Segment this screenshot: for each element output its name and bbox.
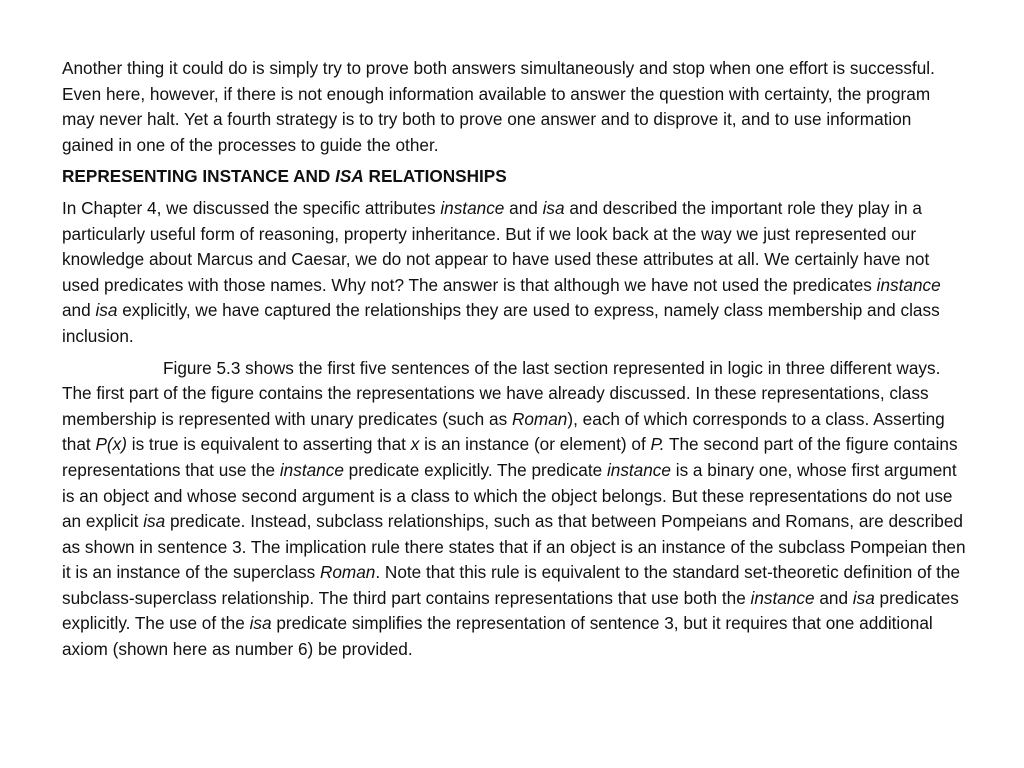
- italic-term: instance: [440, 197, 505, 218]
- text-run: Figure 5.3 shows the first five sentences of the last section represented in logic in three different ways. The first part of the figure contains the representations we have already discussed. In these representations, class membership is represented with unary predicates (such as: [62, 357, 941, 429]
- italic-term: instance: [876, 274, 941, 295]
- italic-term: Roman: [511, 408, 568, 429]
- paragraph-strategies: Another thing it could do is simply try to prove both answers simultaneously and stop when one effort is successful. Even here, however, if there is not enough information available to answer the question with certainty, the program may never halt. Yet a fourth strategy is to try both to prove one answer and to disprove it, and to use information gained in one of the processes to guide the other.: [62, 58, 935, 155]
- italic-term: isa: [249, 613, 272, 634]
- paragraph-figure-5-3: [62, 356, 967, 663]
- heading-text-start: REPRESENTING INSTANCE AND: [62, 166, 336, 187]
- text-run: and: [814, 587, 853, 608]
- text-run: is true is equivalent to asserting that: [126, 434, 411, 455]
- italic-term: instance: [279, 459, 344, 480]
- document-page: [62, 56, 967, 663]
- italic-term: isa: [143, 511, 166, 532]
- italic-term: isa: [95, 300, 118, 321]
- text-run: In Chapter 4, we discussed the specific attributes: [62, 197, 441, 218]
- text-run: The second part of the figure contains representations that use the: [62, 434, 958, 480]
- text-run: predicate. Instead, subclass relationships, such as that between Pompeians and Romans, are described as shown in sentence 3. The implication rule there states that if an object is an instance of the subclass Pompeian then it is an instance of the superclass: [62, 511, 966, 583]
- italic-term: instance: [750, 587, 815, 608]
- italic-term: Roman: [319, 562, 376, 583]
- section-heading: [62, 164, 967, 190]
- text-run: is a binary one, whose first argument is an object and whose second argument is a class to which the object belongs. But these representations do not use an explicit: [62, 459, 957, 532]
- italic-term: P(x): [95, 434, 127, 455]
- text-run: and: [62, 300, 96, 321]
- text-run: predicate explicitly. The predicate: [343, 459, 607, 480]
- heading-text-end: RELATIONSHIPS: [363, 166, 507, 187]
- paragraph-chapter-4: [62, 196, 967, 350]
- text-run: explicitly, we have captured the relationships they are used to express, namely class membership and class inclusion.: [62, 300, 940, 346]
- text-run: predicates explicitly. The use of the: [62, 587, 959, 634]
- italic-term: P.: [650, 434, 665, 455]
- text-run: ), each of which corresponds to a class. Asserting that: [62, 408, 945, 455]
- text-run: predicate simplifies the representation of sentence 3, but it requires that one additional axiom (shown here as number 6) be provided.: [62, 613, 933, 660]
- italic-term: isa: [852, 587, 875, 608]
- text-run: is an instance (or element) of: [419, 434, 651, 455]
- italic-term: x: [410, 434, 420, 455]
- text-run: and: [504, 197, 543, 218]
- italic-term: isa: [542, 197, 565, 218]
- heading-text-italic: ISA: [335, 166, 364, 187]
- text-run: and described the important role they play in a particularly useful form of reasoning, property inheritance. But if we look back at the way we just represented our knowledge about Marcus and Caesar, we do not appear to have used these attributes at all. We certainly have not used predicates with those names. Why not? The answer is that although we have not used the predicates: [62, 197, 930, 295]
- italic-term: instance: [606, 459, 671, 480]
- text-run: . Note that this rule is equivalent to the standard set-theoretic definition of the subclass-superclass relationship. The third part contains representations that use both the: [62, 562, 961, 608]
